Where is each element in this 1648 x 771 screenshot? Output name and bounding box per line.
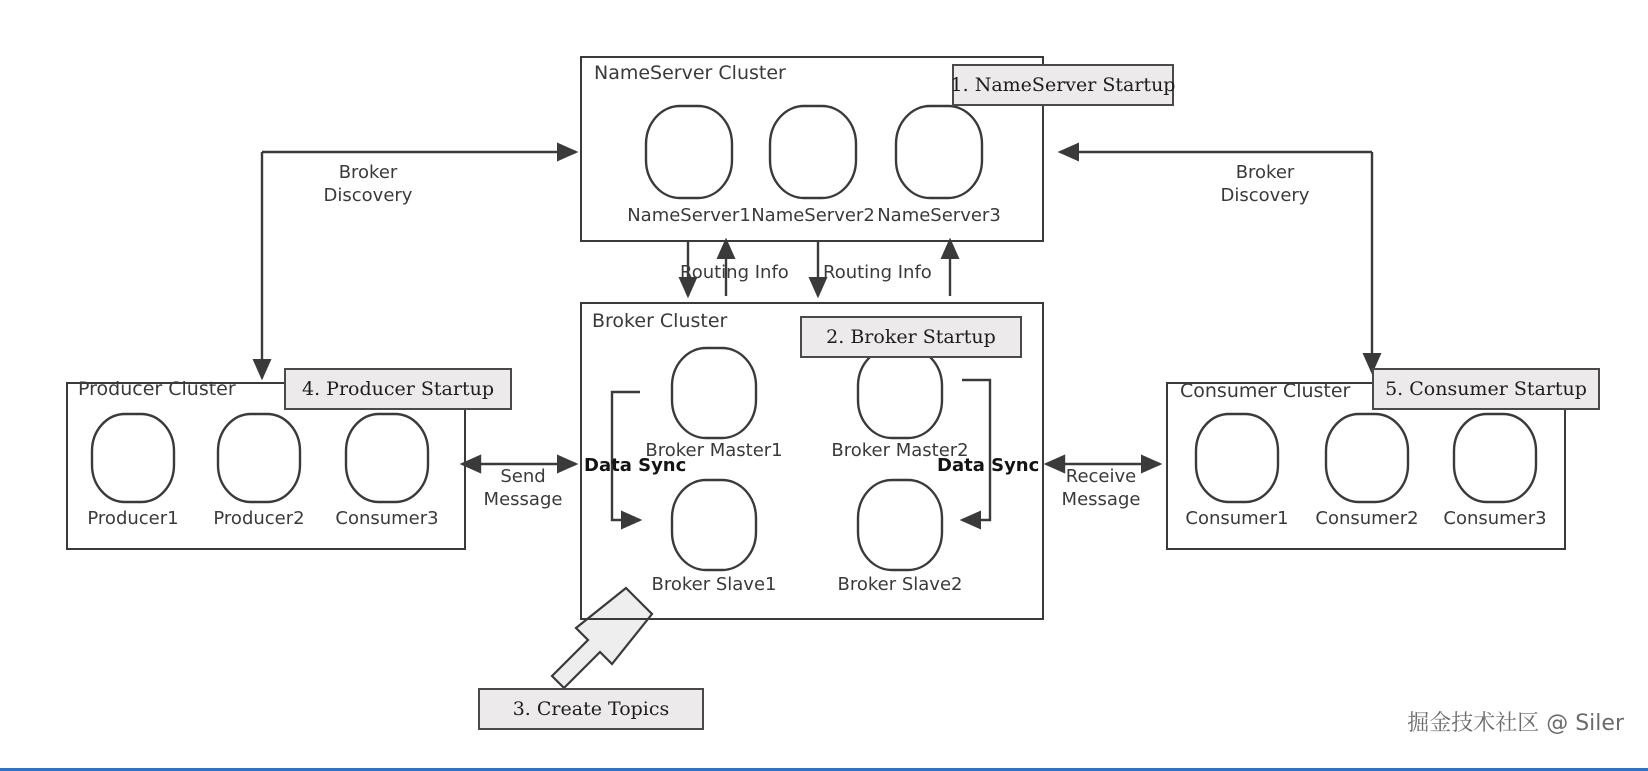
edge-label-broker-discovery-right [1185, 162, 1345, 207]
edge-label-send-message [468, 466, 578, 511]
edge-label-broker-discovery-left-line1: Broker [338, 162, 398, 183]
node-label-producer2: Producer2 [213, 508, 305, 529]
edge-label-broker-discovery-right-line1: Broker [1235, 162, 1295, 183]
edge-label-data-sync-left: Data Sync [584, 455, 687, 476]
node-label-producer1: Producer1 [87, 508, 179, 529]
node-label-consumer3: Consumer3 [1443, 508, 1547, 529]
node-label-nameserver3: NameServer3 [877, 205, 1001, 226]
edge-label-broker-discovery-left-line2: Discovery [323, 184, 413, 206]
edge-label-receive-message-line1: Receive [1065, 466, 1137, 487]
step-box-producer-startup[interactable]: 4. Producer Startup [284, 368, 512, 410]
edge-label-broker-discovery-left [288, 162, 448, 207]
node-label-consumer1: Consumer1 [1185, 508, 1289, 529]
node-label-broker-slave2: Broker Slave2 [837, 574, 963, 595]
edge-label-send-message-line1: Send [500, 466, 546, 487]
cluster-title-broker: Broker Cluster [592, 310, 728, 332]
step-box-nameserver-startup[interactable]: 1. NameServer Startup [952, 64, 1174, 106]
edge-label-receive-message-line2: Message [1061, 488, 1141, 510]
node-label-broker-slave1: Broker Slave1 [651, 574, 777, 595]
step-box-consumer-startup[interactable]: 5. Consumer Startup [1372, 368, 1600, 410]
edge-label-receive-message [1042, 466, 1160, 511]
cluster-title-producer: Producer Cluster [78, 378, 236, 400]
step-box-broker-startup[interactable]: 2. Broker Startup [800, 316, 1022, 358]
edge-label-routing-info-left: Routing Info [680, 262, 789, 283]
node-label-nameserver1: NameServer1 [627, 205, 751, 226]
edge-label-data-sync-right: Data Sync [937, 455, 1040, 476]
node-label-broker-master1: Broker Master1 [645, 440, 783, 461]
cluster-title-consumer: Consumer Cluster [1180, 380, 1351, 402]
watermark-text: 掘金技术社区 @ Siler [1407, 711, 1624, 736]
edge-label-broker-discovery-right-line2: Discovery [1220, 184, 1310, 206]
node-label-nameserver2: NameServer2 [751, 205, 875, 226]
node-label-consumer2: Consumer2 [1315, 508, 1419, 529]
edge-label-routing-info-right: Routing Info [823, 262, 932, 283]
step-box-create-topics[interactable]: 3. Create Topics [478, 688, 704, 730]
node-label-broker-master2: Broker Master2 [831, 440, 969, 461]
node-label-producer-consumer3: Consumer3 [335, 508, 439, 529]
cluster-title-nameserver: NameServer Cluster [594, 62, 786, 84]
edge-label-send-message-line2: Message [483, 488, 563, 510]
